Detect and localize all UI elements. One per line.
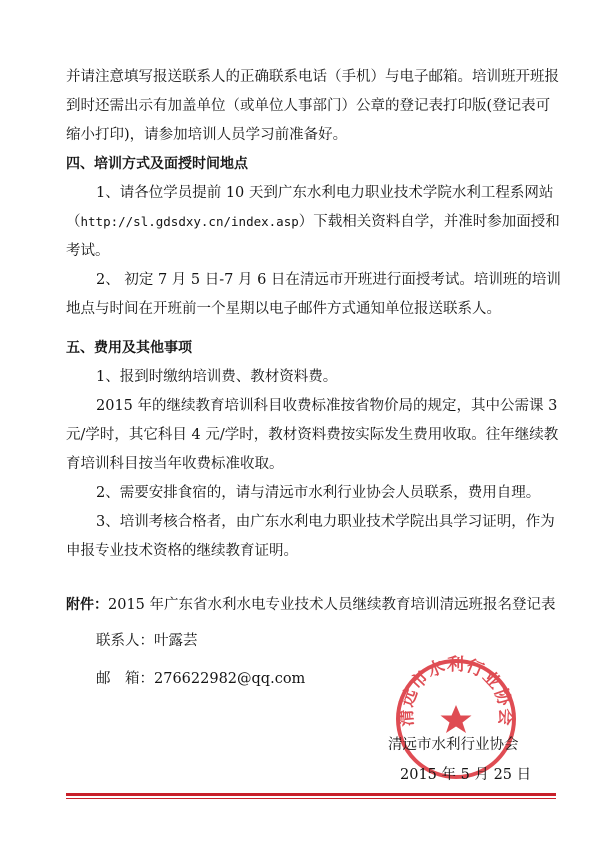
contact-person-name: 叶露芸 [154,633,198,649]
footer-rule-thin [66,798,556,799]
contact-email-value: 276622982@qq.com [154,671,306,687]
contact-email [96,670,305,688]
signature-organization: 清远市水利行业协会 [388,737,519,753]
paragraph-line: 2、需要安排食宿的，请与清远市水利行业协会人员联系，费用自理。 [96,485,541,501]
paragraph-line: 3、培训考核合格者，由广东水利电力职业技术学院出具学习证明，作为 [96,514,555,530]
paragraph-line: 1、请各位学员提前 10 天到广东水利电力职业技术学院水利工程系网站 [96,185,554,201]
bracket-open: （ [66,214,81,230]
paragraph-line: 到时还需出示有加盖单位（或单位人事部门）公章的登记表打印版(登记表可 [66,98,551,114]
seal-star-icon [441,705,472,733]
contact-person-label: 联系人： [96,633,154,649]
paragraph-line: 育培训科目按当年收费标准收取。 [66,456,284,472]
contact-email-label: 邮 箱： [96,671,154,687]
section-heading-5: 五、费用及其他事项 [66,340,192,356]
paragraph-text: ）下载相关资料自学，并准时参加面授和 [298,214,560,230]
footer-rule-thick [66,793,556,796]
paragraph-line: 考试。 [66,243,110,259]
attachment-label: 附件： [66,597,108,613]
paragraph-line: 缩小打印)，请参加培训人员学习前准备好。 [66,127,348,143]
paragraph-line: 地点与时间在开班前一个星期以电子邮件方式通知单位报送联系人。 [66,301,501,317]
paragraph-line-with-url [66,213,560,231]
attachment-line [66,596,556,614]
official-seal-stamp [392,655,520,783]
paragraph-line: 2、 初定 7 月 5 日-7 月 6 日在清远市开班进行面授考试。培训班的培训 [96,272,561,288]
paragraph-line: 2015 年的继续教育培训科目收费标准按省物价局的规定，其中公需课 3 [96,398,558,414]
contact-person [96,632,198,650]
paragraph-line: 元/学时，其它科目 4 元/学时，教材资料费按实际发生费用收取。往年继续教 [66,427,559,443]
section-heading-4: 四、培训方式及面授时间地点 [66,156,248,172]
signature-date: 2015 年 5 月 25 日 [400,767,532,783]
paragraph-line: 1、报到时缴纳培训费、教材资料费。 [96,369,338,385]
attachment-text: 2015 年广东省水利水电专业技术人员继续教育培训清远班报名登记表 [108,597,556,613]
paragraph-line: 并请注意填写报送联系人的正确联系电话（手机）与电子邮箱。培训班开班报 [66,69,559,85]
website-url: http://sl.gdsdxy.cn/index.asp [80,214,299,229]
paragraph-line: 申报专业技术资格的继续教育证明。 [66,543,298,559]
seal-text: 清远市水利行业协会 [396,655,516,728]
